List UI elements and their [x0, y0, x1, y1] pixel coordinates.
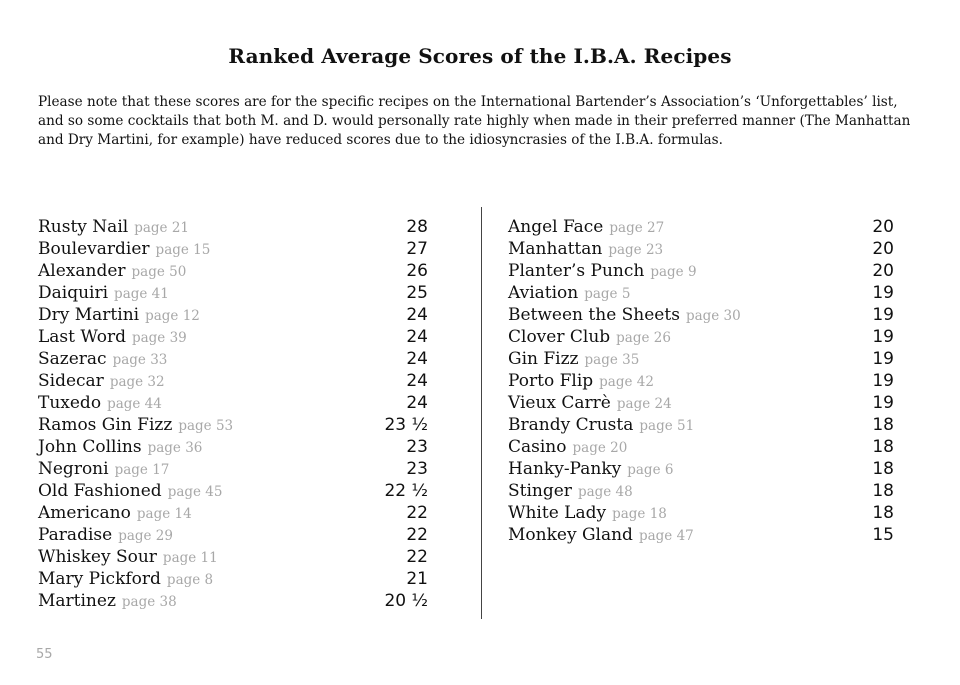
cocktail-name: Mary Pickford [38, 569, 161, 589]
ranking-list-right [508, 216, 894, 546]
page-reference: page 41 [114, 286, 169, 302]
average-score: 20 [872, 217, 894, 237]
page-reference: page 44 [107, 396, 162, 412]
cocktail-name: Last Word [38, 327, 126, 347]
cocktail-name: Hanky-Panky [508, 459, 622, 479]
ranking-row [508, 216, 894, 238]
ranking-row [508, 370, 894, 392]
page-reference: page 18 [612, 506, 667, 522]
ranking-list-left [38, 216, 428, 612]
cocktail-name: Old Fashioned [38, 481, 162, 501]
cocktail-name: Sidecar [38, 371, 104, 391]
page-reference: page 27 [609, 220, 665, 236]
page-title: Ranked Average Scores of the I.B.A. Recipes [228, 44, 732, 68]
cocktail-name: Porto Flip [508, 371, 594, 391]
page-number: 55 [36, 647, 53, 662]
cocktail-name: Paradise [38, 525, 113, 545]
cocktail-name: White Lady [508, 503, 607, 523]
cocktail-name: Planter’s Punch [508, 261, 645, 281]
page-reference: page 33 [112, 352, 168, 368]
ranking-row [508, 260, 894, 282]
ranking-row [508, 282, 894, 304]
ranking-row [508, 524, 894, 546]
page-reference: page 14 [136, 506, 192, 522]
page-reference: page 24 [616, 396, 672, 412]
ranking-row [508, 436, 894, 458]
cocktail-name: Alexander [38, 261, 126, 281]
average-score: 24 [406, 305, 428, 325]
average-score: 28 [406, 217, 428, 237]
ranking-row [38, 282, 428, 304]
ranking-row [508, 238, 894, 260]
average-score: 22 [406, 503, 428, 523]
ranking-row [38, 304, 428, 326]
ranking-row [38, 326, 428, 348]
ranking-row [38, 524, 428, 546]
cocktail-name: Tuxedo [38, 393, 102, 413]
average-score: 24 [406, 371, 428, 391]
cocktail-name: Sazerac [38, 349, 107, 369]
cocktail-name: Martinez [38, 591, 116, 611]
ranking-row [38, 546, 428, 568]
page-reference: page 23 [608, 242, 664, 258]
cocktail-name: John Collins [38, 437, 142, 457]
average-score: 22 [406, 525, 428, 545]
average-score: 18 [872, 481, 894, 501]
cocktail-name: Monkey Gland [508, 525, 633, 545]
average-score: 19 [872, 283, 894, 303]
average-score: 25 [406, 283, 428, 303]
cocktail-name: Whiskey Sour [38, 547, 157, 567]
average-score: 23 [406, 459, 428, 479]
page-reference: page 38 [121, 594, 177, 610]
ranking-row [38, 414, 428, 436]
average-score: 24 [406, 349, 428, 369]
page-reference: page 15 [155, 242, 211, 258]
average-score: 18 [872, 503, 894, 523]
cocktail-name: Brandy Crusta [508, 415, 634, 435]
page-reference: page 53 [178, 418, 234, 434]
cocktail-name: Americano [38, 503, 131, 523]
average-score: 24 [406, 327, 428, 347]
page-reference: page 32 [109, 374, 165, 390]
ranking-row [38, 370, 428, 392]
average-score: 20 [872, 239, 894, 259]
cocktail-name: Clover Club [508, 327, 611, 347]
page-reference: page 8 [166, 572, 214, 588]
cocktail-name: Stinger [508, 481, 572, 501]
page-reference: page 9 [650, 264, 697, 280]
page-reference: page 36 [147, 440, 203, 456]
page-reference: page 50 [131, 264, 187, 280]
cocktail-name: Angel Face [508, 217, 604, 237]
average-score: 21 [406, 569, 428, 589]
ranking-row [38, 480, 428, 502]
average-score: 20 ½ [384, 591, 428, 611]
page-reference: page 20 [572, 440, 628, 456]
average-score: 18 [872, 437, 894, 457]
page-reference: page 11 [162, 550, 218, 566]
cocktail-name: Vieux Carrè [508, 393, 611, 413]
page-reference: page 30 [685, 308, 741, 324]
average-score: 19 [872, 327, 894, 347]
page-reference: page 39 [131, 330, 187, 346]
average-score: 27 [406, 239, 428, 259]
page-reference: page 47 [638, 528, 694, 544]
ranking-row [508, 502, 894, 524]
average-score: 18 [872, 415, 894, 435]
cocktail-name: Gin Fizz [508, 349, 579, 369]
cocktail-name: Dry Martini [38, 305, 140, 325]
ranking-row [38, 502, 428, 524]
average-score: 18 [872, 459, 894, 479]
cocktail-name: Aviation [508, 283, 579, 303]
cocktail-name: Between the Sheets [508, 305, 680, 325]
average-score: 19 [872, 393, 894, 413]
cocktail-name: Rusty Nail [38, 217, 129, 237]
ranking-row [38, 436, 428, 458]
cocktail-name: Negroni [38, 459, 109, 479]
ranking-row [508, 304, 894, 326]
ranking-row [38, 568, 428, 590]
average-score: 19 [872, 305, 894, 325]
average-score: 20 [872, 261, 894, 281]
cocktail-name: Daiquiri [38, 283, 109, 303]
page-reference: page 51 [639, 418, 695, 434]
ranking-row [38, 216, 428, 238]
ranking-row [508, 392, 894, 414]
average-score: 22 ½ [384, 481, 428, 501]
ranking-row [508, 326, 894, 348]
average-score: 23 [406, 437, 428, 457]
ranking-row [38, 392, 428, 414]
page-reference: page 21 [134, 220, 189, 236]
ranking-row [508, 458, 894, 480]
page-reference: page 29 [118, 528, 173, 544]
intro-paragraph: Please note that these scores are for the specific recipes on the International Bartender’s Association’s ‘Unforgettables’ list, and so some cocktails that both M. and D. would personally rate highly when made in their preferred manner (The Manhattan and Dry Martini, for example) have reduced scores due to the idiosyncrasies of the I.B.A. formulas. [38, 94, 911, 148]
page-reference: page 48 [577, 484, 633, 500]
average-score: 15 [872, 525, 894, 545]
average-score: 26 [406, 261, 428, 281]
page-reference: page 17 [114, 462, 170, 478]
ranking-row [508, 348, 894, 370]
ranking-row [508, 480, 894, 502]
page-reference: page 42 [599, 374, 654, 390]
ranking-row [38, 260, 428, 282]
cocktail-name: Casino [508, 437, 567, 457]
average-score: 23 ½ [384, 415, 428, 435]
page-reference: page 12 [145, 308, 200, 324]
cocktail-name: Ramos Gin Fizz [38, 415, 173, 435]
average-score: 19 [872, 349, 894, 369]
ranking-row [508, 414, 894, 436]
average-score: 22 [406, 547, 428, 567]
average-score: 19 [872, 371, 894, 391]
column-divider [481, 207, 482, 619]
page-reference: page 6 [627, 462, 674, 478]
average-score: 24 [406, 393, 428, 413]
cocktail-name: Boulevardier [38, 239, 150, 259]
cocktail-name: Manhattan [508, 239, 603, 259]
page-reference: page 35 [584, 352, 640, 368]
ranking-row [38, 348, 428, 370]
ranking-row [38, 238, 428, 260]
page-reference: page 26 [616, 330, 671, 346]
ranking-row [38, 590, 428, 612]
page-reference: page 45 [167, 484, 223, 500]
page-reference: page 5 [584, 286, 631, 302]
ranking-row [38, 458, 428, 480]
